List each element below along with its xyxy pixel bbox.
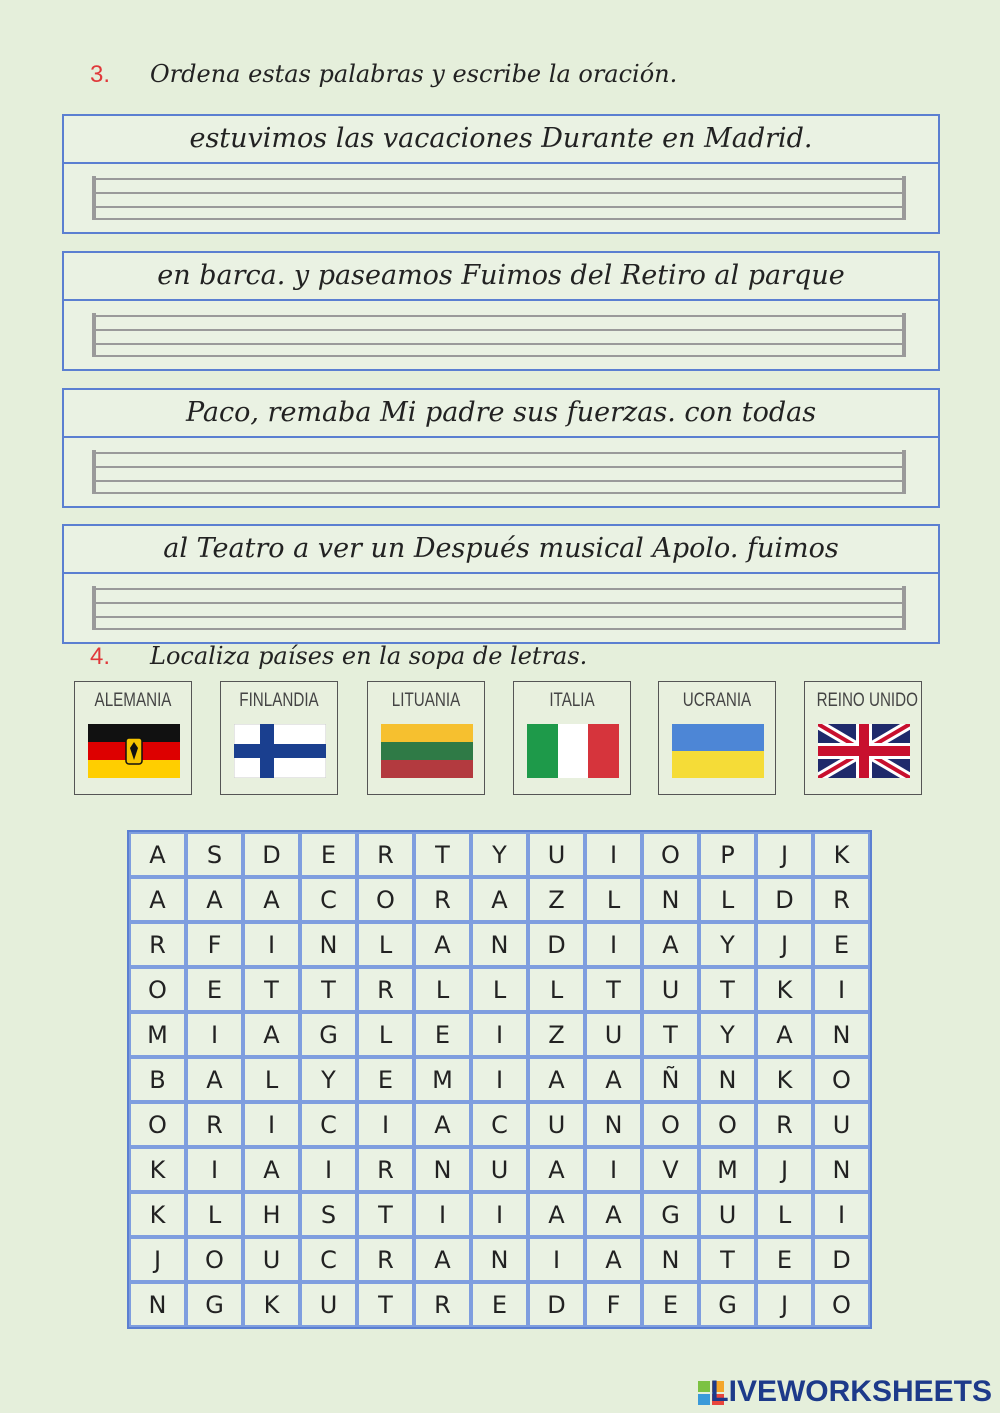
grid-cell[interactable]: C: [300, 1102, 357, 1147]
sentence-box-3: [62, 388, 940, 508]
grid-cell[interactable]: D: [243, 832, 300, 877]
grid-cell[interactable]: A: [186, 1057, 243, 1102]
grid-cell[interactable]: U: [699, 1192, 756, 1237]
grid-cell[interactable]: O: [813, 1057, 870, 1102]
grid-cell[interactable]: A: [642, 922, 699, 967]
grid-cell[interactable]: A: [585, 1237, 642, 1282]
finland-flag-icon: [234, 724, 326, 778]
grid-cell[interactable]: P: [699, 832, 756, 877]
grid-cell[interactable]: R: [414, 877, 471, 922]
scrambled-sentence: Paco, remaba Mi padre sus fuerzas. con todas: [64, 390, 938, 438]
answer-writing-area[interactable]: [64, 301, 938, 369]
united-kingdom-flag-icon: [818, 724, 910, 778]
grid-row: [129, 1102, 870, 1147]
handwriting-lines: [92, 313, 906, 357]
grid-cell[interactable]: L: [357, 1012, 414, 1057]
grid-cell[interactable]: N: [585, 1102, 642, 1147]
grid-row: [129, 1282, 870, 1327]
lithuania-flag-icon: [381, 724, 473, 778]
grid-cell[interactable]: Y: [699, 922, 756, 967]
grid-cell[interactable]: Y: [699, 1012, 756, 1057]
grid-cell[interactable]: I: [471, 1192, 528, 1237]
word-search-grid: [127, 830, 872, 1329]
grid-cell[interactable]: A: [129, 832, 186, 877]
grid-cell[interactable]: N: [813, 1012, 870, 1057]
grid-cell[interactable]: T: [414, 832, 471, 877]
grid-row: [129, 1237, 870, 1282]
exercise-4-number: 4.: [90, 643, 111, 670]
grid-cell[interactable]: T: [699, 1237, 756, 1282]
grid-cell[interactable]: D: [756, 877, 813, 922]
grid-row: [129, 1192, 870, 1237]
grid-cell[interactable]: O: [186, 1237, 243, 1282]
scrambled-sentence: al Teatro a ver un Después musical Apolo. fuimos: [64, 526, 938, 574]
grid-cell[interactable]: N: [300, 922, 357, 967]
grid-cell[interactable]: A: [243, 1012, 300, 1057]
grid-cell[interactable]: A: [585, 1057, 642, 1102]
grid-cell[interactable]: O: [129, 967, 186, 1012]
grid-cell[interactable]: T: [243, 967, 300, 1012]
grid-cell[interactable]: L: [243, 1057, 300, 1102]
grid-cell[interactable]: N: [699, 1057, 756, 1102]
grid-cell[interactable]: C: [300, 1237, 357, 1282]
grid-cell[interactable]: A: [129, 877, 186, 922]
scrambled-sentence: estuvimos las vacaciones Durante en Madrid.: [64, 116, 938, 164]
exercise-4-text: Localiza países en la sopa de letras.: [150, 642, 588, 670]
answer-writing-area[interactable]: [64, 438, 938, 506]
sentence-box-2: [62, 251, 940, 371]
grid-cell[interactable]: E: [357, 1057, 414, 1102]
grid-cell[interactable]: I: [414, 1192, 471, 1237]
grid-cell[interactable]: A: [528, 1147, 585, 1192]
grid-cell[interactable]: R: [186, 1102, 243, 1147]
grid-cell[interactable]: K: [129, 1147, 186, 1192]
grid-cell[interactable]: R: [756, 1102, 813, 1147]
grid-cell[interactable]: Ñ: [642, 1057, 699, 1102]
handwriting-lines: [92, 450, 906, 494]
grid-cell[interactable]: O: [642, 1102, 699, 1147]
grid-cell[interactable]: A: [414, 1237, 471, 1282]
grid-cell[interactable]: A: [414, 922, 471, 967]
grid-cell[interactable]: O: [813, 1282, 870, 1327]
grid-cell[interactable]: I: [585, 832, 642, 877]
grid-cell[interactable]: I: [813, 1192, 870, 1237]
grid-cell[interactable]: J: [756, 922, 813, 967]
grid-cell[interactable]: Y: [300, 1057, 357, 1102]
grid-cell[interactable]: I: [186, 1147, 243, 1192]
grid-cell[interactable]: H: [243, 1192, 300, 1237]
grid-cell[interactable]: I: [813, 967, 870, 1012]
grid-cell[interactable]: G: [642, 1192, 699, 1237]
grid-cell[interactable]: A: [471, 877, 528, 922]
grid-cell[interactable]: N: [471, 922, 528, 967]
grid-cell[interactable]: C: [471, 1102, 528, 1147]
germany-flag-icon: [88, 724, 180, 778]
ukraine-flag-icon: [672, 724, 764, 778]
grid-cell[interactable]: Y: [471, 832, 528, 877]
grid-cell[interactable]: T: [642, 1012, 699, 1057]
grid-cell[interactable]: T: [699, 967, 756, 1012]
grid-cell[interactable]: U: [471, 1147, 528, 1192]
grid-cell[interactable]: F: [585, 1282, 642, 1327]
grid-row: [129, 1147, 870, 1192]
grid-cell[interactable]: L: [528, 967, 585, 1012]
flag-card-ukraine: [658, 681, 776, 795]
grid-cell[interactable]: A: [186, 877, 243, 922]
grid-cell[interactable]: Z: [528, 1012, 585, 1057]
country-name: REINO UNIDO: [816, 690, 918, 711]
grid-row: [129, 967, 870, 1012]
grid-cell[interactable]: I: [471, 1012, 528, 1057]
grid-cell[interactable]: T: [357, 1282, 414, 1327]
grid-cell[interactable]: O: [642, 832, 699, 877]
flag-card-united-kingdom: [804, 681, 922, 795]
grid-cell[interactable]: M: [699, 1147, 756, 1192]
grid-cell[interactable]: U: [243, 1237, 300, 1282]
grid-cell[interactable]: L: [756, 1192, 813, 1237]
handwriting-lines: [92, 176, 906, 220]
grid-cell[interactable]: O: [699, 1102, 756, 1147]
grid-cell[interactable]: N: [642, 877, 699, 922]
grid-cell[interactable]: R: [357, 1147, 414, 1192]
grid-cell[interactable]: L: [357, 922, 414, 967]
grid-cell[interactable]: E: [642, 1282, 699, 1327]
grid-cell[interactable]: G: [699, 1282, 756, 1327]
grid-cell[interactable]: N: [129, 1282, 186, 1327]
grid-cell[interactable]: A: [243, 877, 300, 922]
exercise-4-instruction: [90, 642, 587, 671]
country-name: UCRANIA: [682, 690, 752, 711]
grid-row: [129, 922, 870, 967]
country-name: FINLANDIA: [239, 690, 319, 711]
grid-cell[interactable]: J: [129, 1237, 186, 1282]
grid-cell[interactable]: N: [414, 1147, 471, 1192]
grid-cell[interactable]: E: [756, 1237, 813, 1282]
grid-cell[interactable]: T: [300, 967, 357, 1012]
grid-cell[interactable]: U: [300, 1282, 357, 1327]
grid-cell[interactable]: D: [528, 922, 585, 967]
sentence-box-1: [62, 114, 940, 234]
grid-cell[interactable]: T: [357, 1192, 414, 1237]
grid-cell[interactable]: L: [585, 877, 642, 922]
grid-cell[interactable]: U: [585, 1012, 642, 1057]
grid-cell[interactable]: I: [243, 1102, 300, 1147]
grid-cell[interactable]: K: [129, 1192, 186, 1237]
flag-card-germany: [74, 681, 192, 795]
grid-cell[interactable]: M: [414, 1057, 471, 1102]
grid-cell[interactable]: O: [129, 1102, 186, 1147]
grid-cell[interactable]: L: [699, 877, 756, 922]
grid-cell[interactable]: L: [414, 967, 471, 1012]
grid-cell[interactable]: I: [528, 1237, 585, 1282]
grid-cell[interactable]: E: [186, 967, 243, 1012]
liveworksheets-brand: LIVEWORKSHEETS: [710, 1375, 992, 1408]
grid-cell[interactable]: R: [357, 967, 414, 1012]
grid-cell[interactable]: Z: [528, 877, 585, 922]
grid-cell[interactable]: L: [186, 1192, 243, 1237]
grid-cell[interactable]: I: [471, 1057, 528, 1102]
grid-cell[interactable]: R: [357, 1237, 414, 1282]
exercise-3-instruction: [90, 60, 677, 89]
country-name: ITALIA: [549, 690, 595, 711]
grid-cell[interactable]: E: [414, 1012, 471, 1057]
flag-card-lithuania: [367, 681, 485, 795]
grid-cell[interactable]: I: [585, 1147, 642, 1192]
grid-cell[interactable]: A: [528, 1192, 585, 1237]
grid-cell[interactable]: M: [129, 1012, 186, 1057]
grid-cell[interactable]: I: [186, 1012, 243, 1057]
flag-card-italy: [513, 681, 631, 795]
grid-row: [129, 1012, 870, 1057]
scrambled-sentence: en barca. y paseamos Fuimos del Retiro al parque: [64, 253, 938, 301]
grid-cell[interactable]: E: [300, 832, 357, 877]
grid-cell[interactable]: I: [300, 1147, 357, 1192]
grid-cell[interactable]: G: [186, 1282, 243, 1327]
grid-cell[interactable]: R: [414, 1282, 471, 1327]
exercise-3-text: Ordena estas palabras y escribe la oración.: [150, 60, 678, 88]
answer-writing-area[interactable]: [64, 574, 938, 642]
grid-cell[interactable]: U: [813, 1102, 870, 1147]
grid-cell[interactable]: I: [243, 922, 300, 967]
grid-cell[interactable]: A: [243, 1147, 300, 1192]
grid-cell[interactable]: O: [357, 877, 414, 922]
grid-cell[interactable]: E: [471, 1282, 528, 1327]
grid-cell[interactable]: D: [528, 1282, 585, 1327]
grid-cell[interactable]: J: [756, 1147, 813, 1192]
grid-cell[interactable]: K: [813, 832, 870, 877]
grid-cell[interactable]: K: [243, 1282, 300, 1327]
grid-cell[interactable]: B: [129, 1057, 186, 1102]
grid-cell[interactable]: V: [642, 1147, 699, 1192]
grid-cell[interactable]: C: [300, 877, 357, 922]
grid-cell[interactable]: A: [756, 1012, 813, 1057]
grid-cell[interactable]: G: [300, 1012, 357, 1057]
grid-cell[interactable]: F: [186, 922, 243, 967]
grid-cell[interactable]: J: [756, 832, 813, 877]
grid-cell[interactable]: N: [642, 1237, 699, 1282]
country-name: LITUANIA: [391, 690, 461, 711]
grid-cell[interactable]: R: [813, 877, 870, 922]
handwriting-lines: [92, 586, 906, 630]
grid-cell[interactable]: I: [357, 1102, 414, 1147]
italy-flag-icon: [527, 724, 619, 778]
exercise-3-number: 3.: [90, 61, 111, 88]
grid-cell[interactable]: D: [813, 1237, 870, 1282]
grid-cell[interactable]: S: [300, 1192, 357, 1237]
grid-row: [129, 832, 870, 877]
grid-cell[interactable]: E: [813, 922, 870, 967]
grid-cell[interactable]: R: [357, 832, 414, 877]
grid-cell[interactable]: K: [756, 967, 813, 1012]
grid-cell[interactable]: K: [756, 1057, 813, 1102]
grid-cell[interactable]: L: [471, 967, 528, 1012]
grid-cell[interactable]: I: [585, 922, 642, 967]
grid-cell[interactable]: A: [528, 1057, 585, 1102]
grid-row: [129, 877, 870, 922]
grid-row: [129, 1057, 870, 1102]
grid-cell[interactable]: R: [129, 922, 186, 967]
grid-cell[interactable]: A: [414, 1102, 471, 1147]
grid-cell[interactable]: U: [528, 1102, 585, 1147]
grid-cell[interactable]: U: [528, 832, 585, 877]
sentence-box-4: [62, 524, 940, 644]
grid-cell[interactable]: N: [813, 1147, 870, 1192]
grid-cell[interactable]: N: [471, 1237, 528, 1282]
answer-writing-area[interactable]: [64, 164, 938, 232]
grid-cell[interactable]: J: [756, 1282, 813, 1327]
country-name: ALEMANIA: [94, 690, 172, 711]
grid-cell[interactable]: U: [642, 967, 699, 1012]
grid-cell[interactable]: S: [186, 832, 243, 877]
grid-cell[interactable]: T: [585, 967, 642, 1012]
grid-cell[interactable]: A: [585, 1192, 642, 1237]
flag-card-finland: [220, 681, 338, 795]
